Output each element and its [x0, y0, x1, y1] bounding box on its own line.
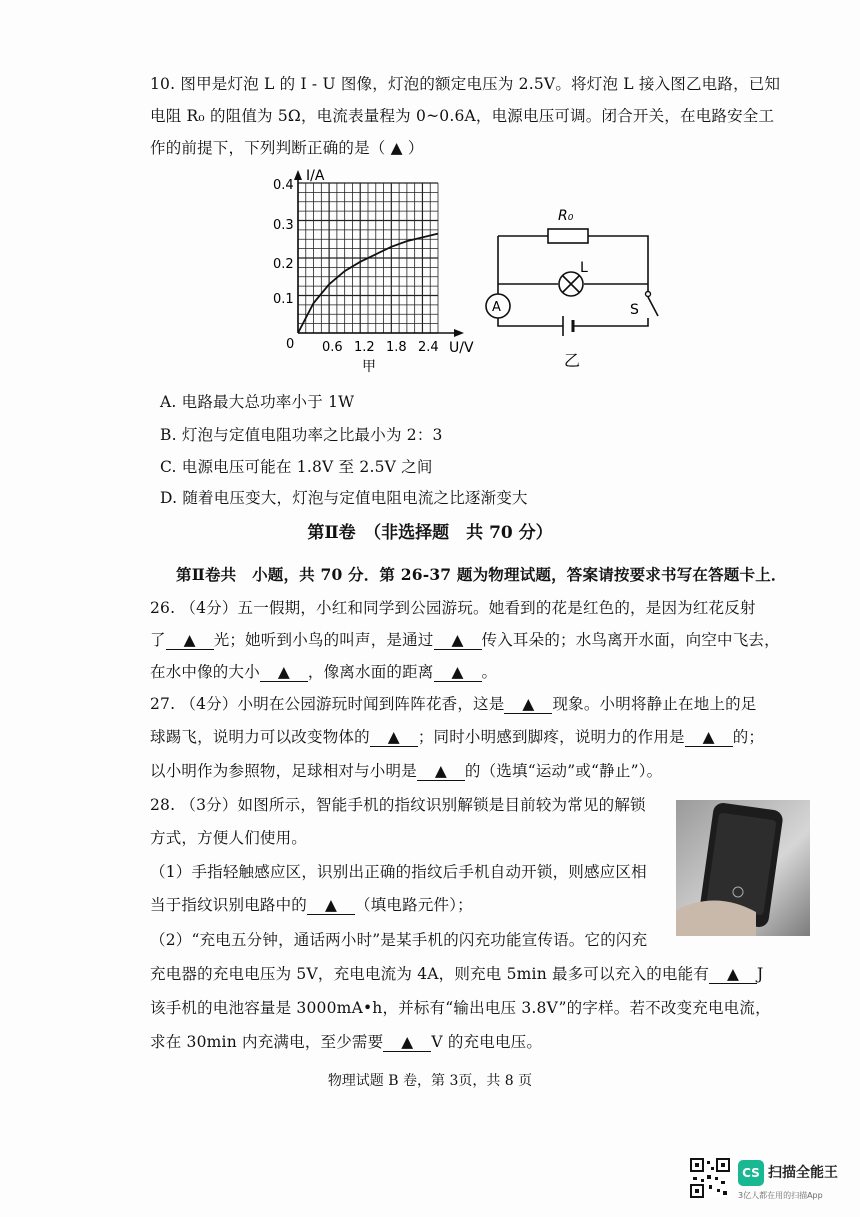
q28-line6 — [150, 962, 763, 984]
switch-blade — [648, 297, 658, 316]
x-axis-label: U/V — [449, 340, 474, 356]
r0-resistor — [548, 229, 588, 243]
q27-blank-2: ▲ — [370, 728, 418, 747]
fingerprint-phone-photo — [676, 800, 810, 936]
q26-line1: 26. （4分）五一假期，小红和同学到公园游玩。她看到的花是红色的，是因为红花反射 — [150, 599, 756, 617]
q10-line1: 10. 图甲是灯泡 L 的 I - U 图像，灯泡的额定电压为 2.5V。将灯泡 L 接入图乙电路，已知 — [150, 75, 781, 93]
x-axis-arrow — [454, 329, 464, 337]
y-tick-0.1: 0.1 — [273, 292, 294, 307]
q10-option-d: D. 随着电压变大，灯泡与定值电阻电流之比逐渐变大 — [160, 489, 528, 507]
q28-line8 — [150, 1030, 542, 1052]
q27-text-2b: ；同时小明感到脚疼，说明力的作用是 — [417, 728, 685, 746]
switch-label: S — [630, 302, 639, 318]
q26-blank-2: ▲ — [434, 631, 482, 650]
q26-line3 — [150, 660, 497, 682]
q27-line1 — [150, 692, 757, 714]
q28-text-6a: 充电器的充电电压为 5V，充电电流为 4A，则充电 5min 最多可以充入的电能有 — [150, 965, 710, 983]
circuit-diagram — [478, 200, 668, 375]
q26-text-3c: 。 — [481, 663, 498, 681]
r0-label: R₀ — [558, 208, 574, 224]
q28-blank-3: ▲ — [383, 1033, 431, 1052]
q10-line3: 作的前提下，下列判断正确的是（ ▲ ） — [150, 139, 424, 157]
switch-pivot — [646, 292, 651, 297]
q28-blank-2: ▲ — [709, 965, 757, 984]
y-axis-arrow — [294, 170, 302, 180]
q28-blank-1: ▲ — [307, 896, 355, 915]
camscanner-name: 扫描全能王 — [768, 1165, 838, 1181]
q27-text-1a: 27. （4分）小明在公园游玩时闻到阵阵花香，这是 — [150, 695, 505, 713]
q10-option-c: C. 电源电压可能在 1.8V 至 2.5V 之间 — [160, 458, 433, 476]
q27-line3 — [150, 759, 662, 781]
q26-blank-1: ▲ — [166, 631, 214, 650]
y-tick-0.4: 0.4 — [273, 178, 294, 193]
q28-text-6b: J — [757, 965, 764, 983]
y-axis-label: I/A — [306, 168, 325, 184]
q28-line2: 方式，方便人们使用。 — [150, 829, 308, 847]
x-tick-2.4: 2.4 — [418, 340, 439, 355]
page-footer: 物理试题 B 卷，第 3页，共 8 页 — [327, 1073, 533, 1089]
q10-option-b: B. 灯泡与定值电阻功率之比最小为 2：3 — [160, 426, 443, 444]
section2-title: 第Ⅱ卷 （非选择题 共 70 分） — [307, 523, 553, 543]
section2-intro: 第Ⅱ卷共 小题，共 70 分．第 26-37 题为物理试题，答案请按要求书写在答题卡上． — [176, 565, 787, 584]
q28-text-4a: 当于指纹识别电路中的 — [150, 896, 308, 914]
q26-text-3b: ，像离水面的距离 — [307, 663, 434, 681]
q28-text-4b: （填电路元件）； — [355, 896, 473, 914]
q27-text-2a: 球踢飞，说明力可以改变物体的 — [150, 728, 370, 746]
x-tick-1.8: 1.8 — [386, 340, 407, 355]
q27-text-1b: 现象。小明将静止在地上的足 — [552, 695, 757, 713]
q26-text-2b: 光；她听到小鸟的叫声，是通过 — [213, 631, 434, 649]
q28-line5: （2）“充电五分钟，通话两小时”是某手机的闪充功能宣传语。它的闪充 — [150, 931, 648, 949]
ammeter-label: A — [492, 300, 501, 315]
origin-label: 0 — [286, 337, 295, 352]
qr-code-icon — [690, 1158, 730, 1198]
graph-caption: 甲 — [362, 359, 376, 375]
q26-text-2c: 传入耳朵的；水鸟离开水面，向空中飞去， — [481, 631, 780, 649]
q28-line4 — [150, 893, 473, 915]
q27-blank-4: ▲ — [417, 762, 465, 781]
x-tick-1.2: 1.2 — [354, 340, 375, 355]
q28-text-8a: 求在 30min 内充满电，至少需要 — [150, 1033, 384, 1051]
y-tick-0.3: 0.3 — [273, 218, 294, 233]
q26-blank-4: ▲ — [434, 663, 482, 682]
q28-line3: （1）手指轻触感应区，识别出正确的指纹后手机自动开锁，则感应区相 — [150, 863, 647, 881]
q10-option-a: A. 电路最大总功率小于 1W — [160, 393, 355, 411]
x-tick-0.6: 0.6 — [322, 340, 343, 355]
q26-text-2a: 了 — [150, 631, 166, 649]
q27-text-3b: 的（选填“运动”或“静止”）。 — [464, 762, 663, 780]
q26-blank-3: ▲ — [260, 663, 308, 682]
q27-blank-1: ▲ — [504, 695, 552, 714]
q28-text-8b: V 的充电电压。 — [431, 1033, 543, 1051]
iu-graph — [268, 168, 488, 378]
q27-text-2c: 的； — [732, 728, 765, 746]
camscanner-tagline: 3亿人都在用的扫描App — [738, 1191, 823, 1200]
q28-line1: 28. （3分）如图所示，智能手机的指纹识别解锁是目前较为常见的解锁 — [150, 796, 646, 814]
q10-line2: 电阻 R₀ 的阻值为 5Ω，电流表量程为 0~0.6A，电源电压可调。闭合开关，在电路安全工 — [150, 107, 775, 125]
q27-text-3a: 以小明作为参照物，足球相对与小明是 — [150, 762, 417, 780]
q27-blank-3: ▲ — [685, 728, 733, 747]
circuit-caption: 乙 — [564, 351, 581, 370]
q28-line7: 该手机的电池容量是 3000mA•h，并标有“输出电压 3.8V”的字样。若不改变充电电流， — [150, 999, 771, 1017]
q27-line2 — [150, 725, 764, 747]
y-tick-0.2: 0.2 — [273, 257, 294, 272]
q26-text-3a: 在水中像的大小 — [150, 663, 260, 681]
lamp-label: L — [580, 260, 588, 276]
camscanner-logo: CS — [738, 1160, 764, 1186]
q26-line2 — [150, 628, 780, 650]
